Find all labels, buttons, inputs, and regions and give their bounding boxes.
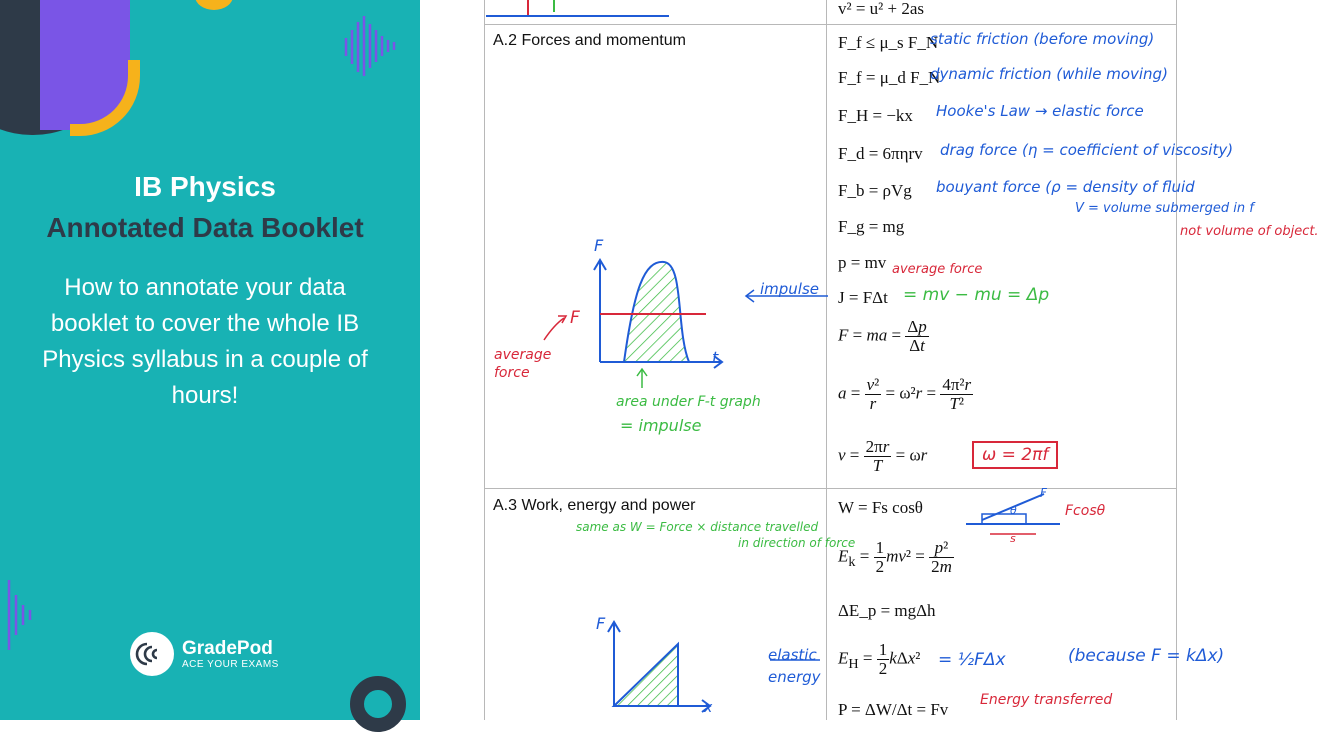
graph2-axis-f: F: [596, 614, 606, 633]
previous-graph-fragment: [484, 0, 684, 24]
elastic-word-1: elastic: [768, 646, 817, 664]
note-drag-force: drag force (η = coefficient of viscosity): [940, 141, 1234, 159]
work-diagram-s: s: [1010, 532, 1016, 545]
graph2-axis-x: x: [704, 700, 713, 716]
equation-static-friction: F_f ≤ μ_s F_N: [838, 33, 939, 52]
graph-axis-t: t: [712, 348, 719, 367]
equation-newton-second: F = ma = $\frac{\Delta p}{\Delta t}$: [838, 317, 927, 355]
decor-ring: [350, 676, 406, 732]
gradepod-logo-icon: [130, 632, 174, 676]
section-title-a3: A.3 Work, energy and power: [493, 497, 696, 514]
boxed-angular-frequency: ω = 2πf: [972, 441, 1058, 469]
title-line-1: IB Physics: [134, 171, 276, 202]
note-elastic-energy: [768, 644, 821, 688]
equation-power: P = ΔW/Δt = Fv: [838, 700, 949, 719]
equation-impulse: J = FΔt: [838, 288, 888, 307]
row-divider: [484, 24, 1176, 25]
equation-hookes-law: F_H = −kx: [838, 106, 913, 125]
equation-drag-force: F_d = 6πηrv: [838, 144, 923, 163]
graph-label-F: F: [570, 308, 580, 328]
note-hookes-law: Hooke's Law → elastic force: [936, 102, 1144, 120]
equation-kinetic-energy: $E_k$ = $\frac{1}{2}$ mv² = $\frac{\text{p²}}{2m}$: [838, 538, 952, 576]
promo-subtitle: How to annotate your data booklet to cover the whole IB Physics syllabus in a couple of hours!: [42, 274, 368, 409]
equation-momentum: p = mv: [838, 253, 887, 272]
equation-gravity-force: F_g = mg: [838, 217, 905, 236]
equation-dynamic-friction: F_f = μ_d F_N: [838, 68, 941, 87]
note-impulse-momentum: = mv − mu = Δp: [903, 285, 1050, 305]
table-border-middle: [826, 0, 827, 720]
note-elastic-half-fdx: = ½FΔx: [938, 650, 1006, 670]
brand-tagline: ACE YOUR EXAMS: [182, 658, 279, 670]
note-static-friction: static friction (before moving): [930, 30, 1155, 48]
work-diagram-f: F: [1040, 486, 1047, 500]
note-energy-transferred: Energy transferred: [980, 692, 1113, 708]
note-because-hooke: (because F = kΔx): [1068, 646, 1225, 666]
note-volume-submerged: V = volume submerged in f: [1075, 201, 1254, 216]
equation-centripetal-acc: a = $\frac{\text{v²}}{r}$ = ω²r = $\frac{\text{4π²r}}{\text{T²}}$: [838, 375, 972, 413]
table-border-right: [1176, 0, 1177, 720]
note-dynamic-friction: dynamic friction (while moving): [930, 65, 1168, 83]
soundwave-icon: [6, 580, 36, 650]
promo-title: [0, 166, 410, 248]
note-work-definition-1: same as W = Force × distance travelled: [576, 520, 819, 534]
equation-elastic-energy: $E_H$ = $\frac{1}{2}$ kΔx²: [838, 640, 921, 678]
data-booklet-page: [420, 0, 1319, 720]
soundwave-icon: [343, 16, 403, 76]
graph-area-note-2: = impulse: [620, 416, 702, 435]
note-average-force-J: average force: [892, 262, 983, 277]
graph-axis-f: F: [594, 236, 604, 255]
equation-circular-speed: v = $\frac{2\pi r}{T}$ = ωr: [838, 437, 928, 475]
title-line-2: Annotated Data Booklet: [46, 212, 364, 243]
note-buoyancy: bouyant force (ρ = density of fluid: [936, 178, 1195, 196]
promo-panel: [0, 0, 420, 720]
brand-logo[interactable]: [130, 632, 279, 676]
work-diagram-fcos: Fcosθ: [1065, 503, 1106, 519]
impulse-arrow-label: impulse: [760, 280, 820, 298]
equation-potential-energy: ΔE_p = mgΔh: [838, 601, 936, 620]
section-title-a2: A.2 Forces and momentum: [493, 32, 686, 49]
note-work-definition-2: in direction of force: [738, 536, 856, 550]
decor-orange-dot: [195, 0, 233, 10]
equation-work: W = Fs cosθ: [838, 498, 923, 517]
elastic-word-2: energy: [768, 668, 821, 686]
row-divider: [484, 488, 1176, 489]
brand-name: GradePod: [182, 637, 273, 659]
note-not-volume-of-object: not volume of object.: [1180, 224, 1319, 239]
graph-average-force-note: average force: [494, 347, 552, 381]
equation-buoyancy: F_b = ρVg: [838, 181, 912, 200]
equation-suvat: v² = u² + 2as: [838, 0, 925, 18]
graph-area-note-1: area under F-t graph: [616, 394, 761, 410]
work-diagram-theta: θ: [1010, 504, 1017, 517]
decor-orange-arc: [70, 60, 140, 136]
